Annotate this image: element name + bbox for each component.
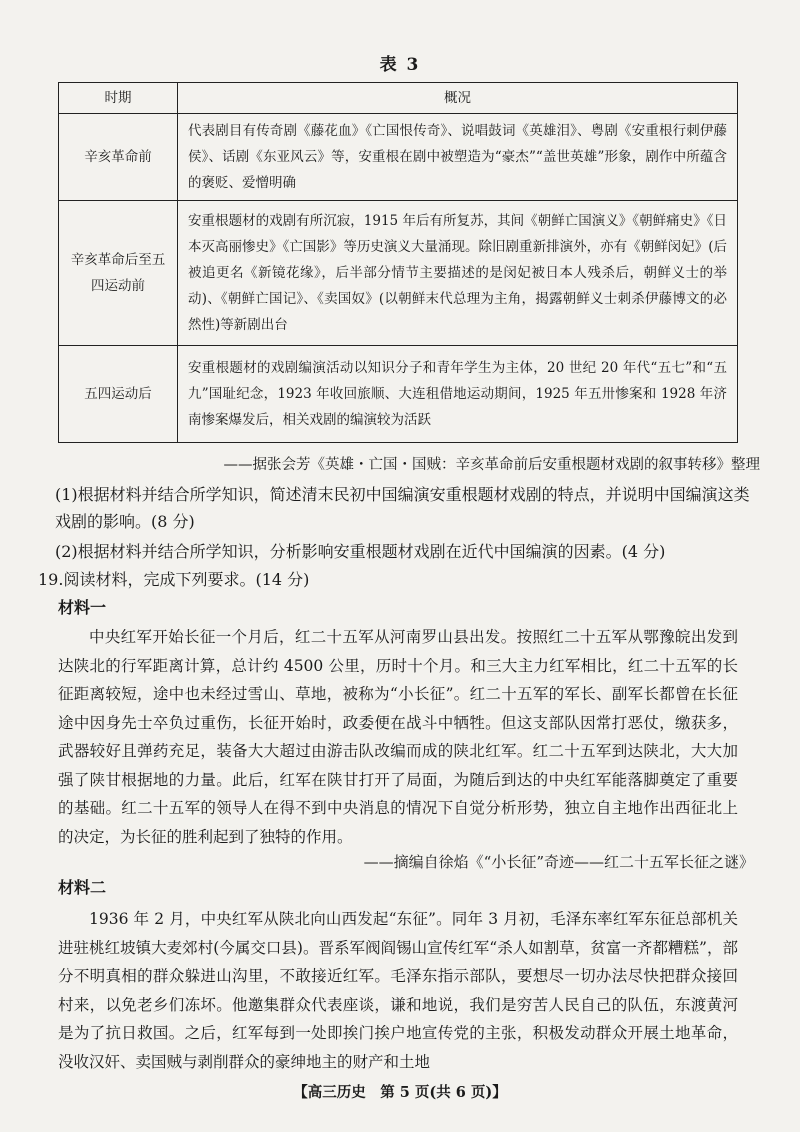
- material-1-text: 中央红军开始长征一个月后，红二十五军从河南罗山县出发。按照红二十五军从鄂豫皖出发到达陕北的行军距离计算，总计约 4500 公里，历时十个月。和三大主力红军相比，红二十五军的长征距离较短，途中也未经过雪山、草地，被称为“小长征”。红二十五军的军长、副军长都曾在长征途中因身先士卒负过重伤，长征开始时，政委便在战斗中牺牲。但这支部队因常打恶仗，缴获多，武器较好且弹药充足，装备大大超过由游击队改编而成的陕北红军。红二十五军到达陕北，大大加强了陕甘根据地的力量。此后，红军在陕甘打开了局面，为随后到达的中央红军能落脚奠定了重要的基础。红二十五军的领导人在得不到中央消息的情况下自觉分析形势，独立自主地作出西征北上的决定，为长征的胜利起到了独特的作用。: [58, 628, 738, 846]
- period-cell: 辛亥革命后至五四运动前: [59, 201, 178, 346]
- period-cell: 五四运动后: [59, 346, 178, 443]
- table-row: [59, 201, 738, 346]
- table-header-row: [59, 83, 738, 114]
- material-1-source: ——摘编自徐焰《“小长征”奇迹——红二十五军长征之谜》: [363, 853, 754, 871]
- question-1: (1)根据材料并结合所学知识，简述清末民初中国编演安重根题材戏剧的特点，并说明中国编演这类戏剧的影响。(8 分): [55, 485, 750, 531]
- overview-cell: 安重根题材的戏剧有所沉寂，1915 年后有所复苏，其间《朝鲜亡国演义》《朝鲜痛史》《日本灭高丽惨史》《亡国影》等历史演义大量涌现。除旧剧重新排演外，亦有《朝鲜闵妃》(后被追更名《新镜花缘》，后半部分情节主要描述的是闵妃被日本人残杀后，朝鲜义士的举动)、《朝鲜亡国记》、《卖国奴》(以朝鲜末代总理为主角，揭露朝鲜义士刺杀伊藤博文的必然性)等新剧出台: [178, 201, 738, 346]
- table-row: [59, 346, 738, 443]
- header-period: 时期: [59, 83, 178, 114]
- material-2-heading: 材料二: [58, 878, 107, 897]
- page-footer: 【高三历史 第 5 页(共 6 页)】: [293, 1084, 507, 1101]
- material-1-heading: 材料一: [58, 598, 107, 617]
- table-source: ——据张会芳《英雄・亡国・国贼：辛亥革命前后安重根题材戏剧的叙事转移》整理: [223, 457, 760, 473]
- material-2-text: 1936 年 2 月，中央红军从陕北向山西发起“东征”。同年 3 月初，毛泽东率红军东征总部机关进驻桃红坡镇大麦郊村(今属交口县)。晋系军阀阎锡山宣传红军“杀人如割草，贫富一齐都糟糕”，部分不明真相的群众躲进山沟里，不敢接近红军。毛泽东指示部队，要想尽一切办法尽快把群众接回村来，以免老乡们冻坏。他邀集群众代表座谈，谦和地说，我们是穷苦人民自己的队伍，东渡黄河是为了抗日救国。之后，红军每到一处即挨门挨户地宣传党的主张，积极发动群众开展土地革命，没收汉奸、卖国贼与剥削群众的豪绅地主的财产和土地: [58, 910, 738, 1071]
- period-cell: 辛亥革命前: [59, 114, 178, 201]
- question-2: (2)根据材料并结合所学知识，分析影响安重根题材戏剧在近代中国编演的因素。(4 分): [55, 542, 666, 561]
- table-row: [59, 114, 738, 201]
- overview-table: [58, 82, 738, 443]
- overview-cell: 安重根题材的戏剧编演活动以知识分子和青年学生为主体，20 世纪 20 年代“五七”和“五九”国耻纪念，1923 年收回旅顺、大连租借地运动期间，1925 年五卅惨案和 1928 年济南惨案爆发后，相关戏剧的编演较为活跃: [178, 346, 738, 443]
- table-title: 表 3: [379, 55, 421, 75]
- header-overview: 概况: [178, 83, 738, 114]
- question-19: 19.阅读材料，完成下列要求。(14 分): [38, 570, 310, 589]
- overview-cell: 代表剧目有传奇剧《藤花血》《亡国恨传奇》、说唱鼓词《英雄泪》、粤剧《安重根行刺伊藤侯》、话剧《东亚风云》等，安重根在剧中被塑造为“豪杰”“盖世英雄”形象，剧作中所蕴含的褒贬、爱憎明确: [178, 114, 738, 201]
